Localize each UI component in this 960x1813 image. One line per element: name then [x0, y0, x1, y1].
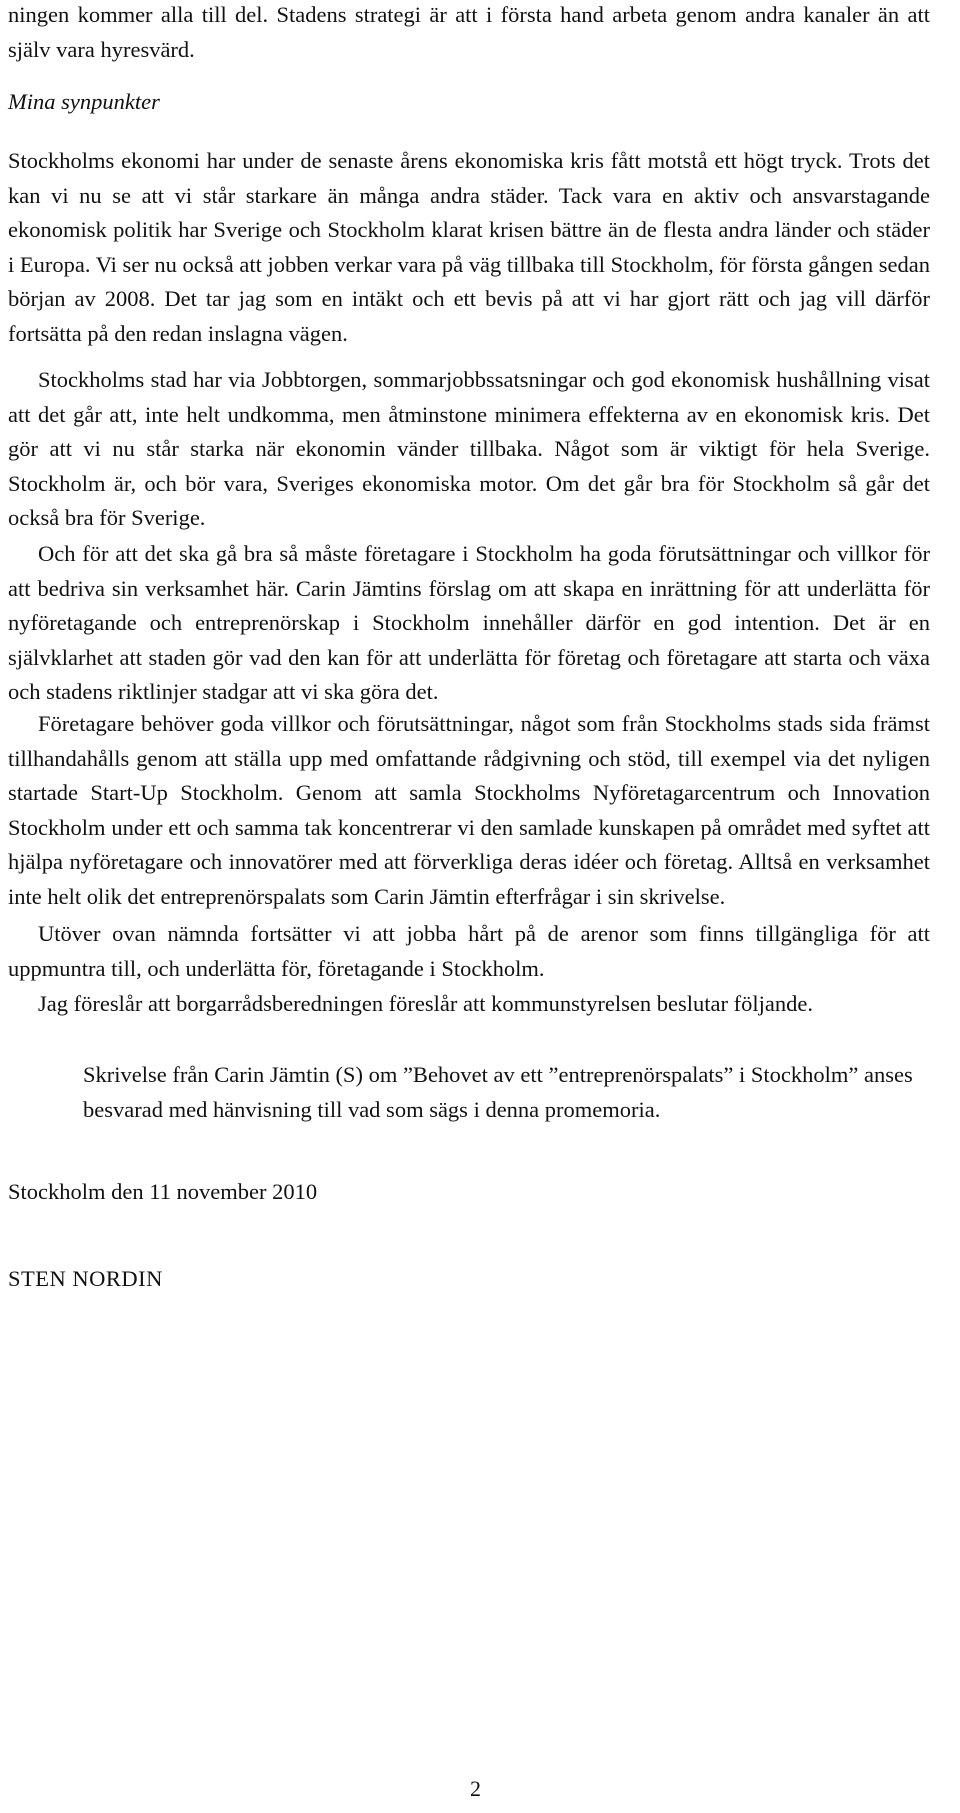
intro-paragraph-continuation: ningen kommer alla till del. Stadens strategi är att i första hand arbeta genom andra kanaler än att själv vara hyresvärd.: [8, 2, 930, 62]
body-paragraph-1: Stockholms ekonomi har under de senaste årens ekonomiska kris fått motstå ett högt tryck. Trots det kan vi nu se att vi står starkare än många andra städer. Tack vara en aktiv och ansvarstagande ekonomisk politik har Sverige och Stockholm klarat krisen bättre än de flesta andra länder och städer i Europa. Vi ser nu också att jobben verkar vara på väg tillbaka till Stockholm, för första gången sedan början av 2008. Det tar jag som en intäkt och ett bevis på att vi har gjort rätt och jag vill därför fortsätta på den redan inslagna vägen.: [8, 148, 930, 346]
proposal-text: Skrivelse från Carin Jämtin (S) om ”Behovet av ett ”entreprenörspalats” i Stockholm” anses besvarad med hänvisning till vad som sägs i denna promemoria.: [83, 1062, 913, 1122]
body-paragraph-3: Och för att det ska gå bra så måste företagare i Stockholm ha goda förutsättningar och villkor för att bedriva sin verksamhet här. Carin Jämtins förslag om att skapa en inrättning för att underlätta för nyföretagande och entreprenörskap i Stockholm innehåller därför en god intention. Det är en självklarhet att staden gör vad den kan för att underlätta för företag och företagare att starta och växa och stadens riktlinjer stadgar att vi ska göra det.: [8, 541, 930, 705]
section-heading: Mina synpunkter: [8, 89, 160, 114]
body-paragraph-4: Företagare behöver goda villkor och förutsättningar, något som från Stockholms stads sida främst tillhandahålls genom att ställa upp med omfattande rådgivning och stöd, till exempel via det nyligen startade Start-Up Stockholm. Genom att samla Stockholms Nyföretagarcentrum och Innovation Stockholm under ett och samma tak koncentrerar vi den samlade kunskapen på området med syftet att hjälpa nyföretagare och innovatörer med att förverkliga deras idéer och företag. Alltså en verksamhet inte helt olik det entreprenörspalats som Carin Jämtin efterfrågar i sin skrivelse.: [8, 711, 930, 909]
body-paragraph-2: Stockholms stad har via Jobbtorgen, sommarjobbssatsningar och god ekonomisk hushållning visat att det går att, inte helt undkomma, men åtminstone minimera effekterna av en ekonomisk kris. Det gör att vi nu står starka när ekonomin vänder tillbaka. Något som är viktigt för hela Sverige. Stockholm är, och bör vara, Sveriges ekonomiska motor. Om det går bra för Stockholm så går det också bra för Sverige.: [8, 367, 930, 531]
page-number: 2: [470, 1776, 481, 1801]
body-paragraph-5: Utöver ovan nämnda fortsätter vi att jobba hårt på de arenor som finns tillgängliga för att uppmuntra till, och underlätta för, företagande i Stockholm.: [8, 921, 930, 981]
place-and-date: Stockholm den 11 november 2010: [8, 1179, 318, 1204]
body-paragraph-6: Jag föreslår att borgarrådsberedningen föreslår att kommunstyrelsen beslutar följande.: [38, 991, 813, 1016]
signature: STEN NORDIN: [8, 1266, 163, 1291]
